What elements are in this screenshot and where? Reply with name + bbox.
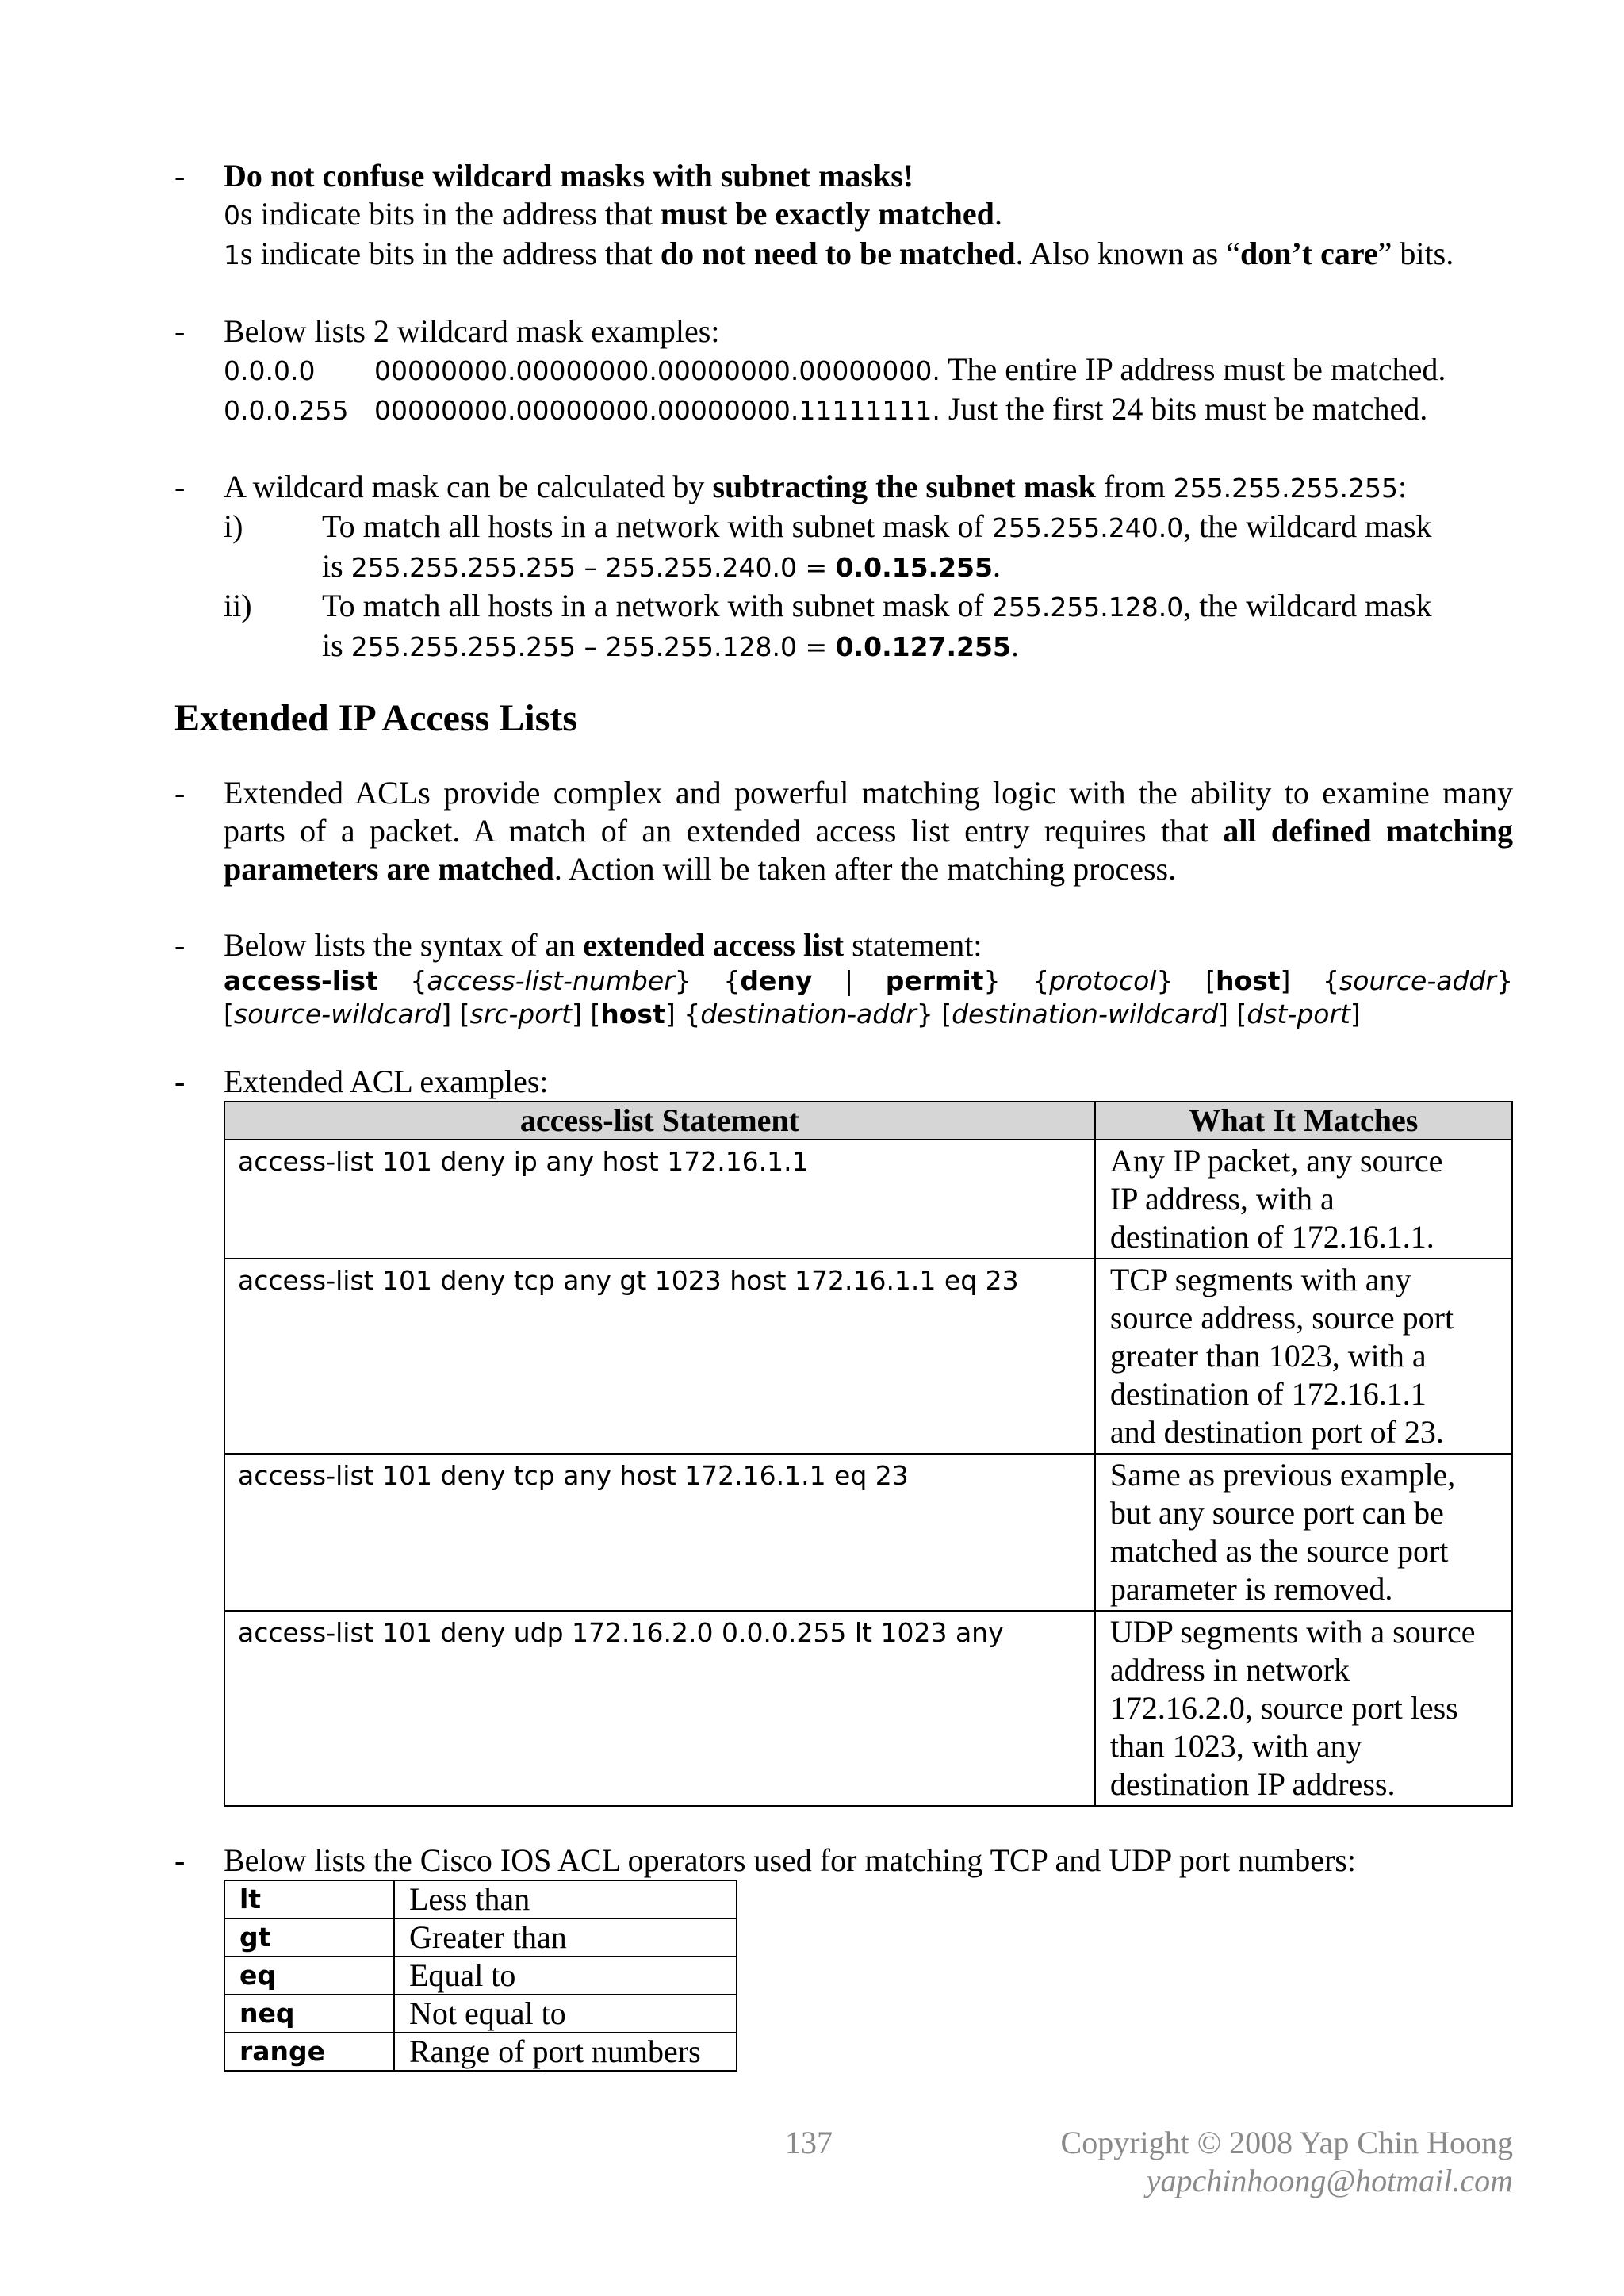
acl-statement: access-list 101 deny ip any host 172.16.1.1	[224, 1140, 1095, 1259]
acl-statement: access-list 101 deny tcp any gt 1023 host 172.16.1.1 eq 23	[224, 1259, 1095, 1454]
acl-examples-table	[224, 1101, 1513, 1807]
acl-examples-intro: Extended ACL examples:	[224, 1064, 549, 1099]
bullet-dash: -	[174, 775, 186, 811]
examples-intro: Below lists 2 wildcard mask examples:	[224, 313, 720, 349]
syntax-line-1: access-list {access-list-number} {deny | permit} {protocol} [host] {source-addr}	[224, 965, 1513, 996]
table-row: range Range of port numbers	[224, 2033, 737, 2071]
column-header: What It Matches	[1095, 1102, 1512, 1140]
table-row: gt Greater than	[224, 1918, 737, 1957]
mask-examples	[174, 312, 1513, 430]
bullet-dash: -	[174, 1842, 186, 1878]
calc-intro: A wildcard mask can be calculated by subtracting the subnet mask from 255.255.255.255:	[224, 469, 1408, 504]
operators-intro: Below lists the Cisco IOS ACL operators used for matching TCP and UDP port numbers:	[224, 1842, 1357, 1878]
ones-line: 1s indicate bits in the address that do not need to be matched. Also known as “don’t care” bits.	[224, 236, 1454, 271]
section-title: Extended IP Access Lists	[174, 697, 578, 739]
acl-operators	[174, 1842, 1513, 2072]
bullet-dash: -	[174, 313, 186, 349]
operators-table	[224, 1880, 737, 2072]
table-row: lt Less than	[224, 1880, 737, 1918]
syntax-line-2: [source-wildcard] [src-port] [host] {destination-addr} [destination-wildcard] [dst-port]	[224, 999, 1361, 1029]
bullet-dash: -	[174, 927, 186, 963]
acl-match-description: Any IP packet, any source IP address, with a destination of 172.16.1.1.	[1095, 1140, 1512, 1259]
acl-match-description: TCP segments with any source address, source port greater than 1023, with a destination of 172.16.1.1 and destination port of 23.	[1095, 1259, 1512, 1454]
acl-match-description: UDP segments with a source address in network 172.16.2.0, source port less than 1023, with any destination IP address.	[1095, 1611, 1512, 1806]
author-email: yapchinhoong@hotmail.com	[1146, 2163, 1513, 2198]
bullet-dash: -	[174, 158, 186, 194]
extended-acl-syntax: - Below lists the syntax of an extended access list statement: access-list {access-list-number} {deny | permit} {protocol} [host] {source-addr} [source-wildcard] [src-port] [host] {destination-addr} [destination-wildcard] [dst-port]	[174, 927, 1513, 1029]
page-content	[174, 157, 1513, 2072]
table-row: neq Not equal to	[224, 1995, 737, 2033]
calc-item: ii) To match all hosts in a network with subnet mask of 255.255.128.0, the wildcard mask is 255.255.255.255 – 255.255.128.0 = 0.0.127.255.	[224, 588, 1432, 663]
zeros-line: 0s indicate bits in the address that must be exactly matched.	[224, 196, 1002, 232]
wildcard-note-heading: Do not confuse wildcard masks with subnet masks!	[224, 158, 914, 194]
example-row: 0.0.0.255 00000000.00000000.00000000.11111111. Just the first 24 bits must be matched.	[224, 391, 1428, 427]
example-row: 0.0.0.0 00000000.00000000.00000000.00000000. The entire IP address must be matched.	[224, 351, 1446, 387]
table-row	[224, 1140, 1512, 1259]
calc-item: i) To match all hosts in a network with subnet mask of 255.255.240.0, the wildcard mask is 255.255.255.255 – 255.255.240.0 = 0.0.15.255.	[224, 508, 1432, 584]
table-row	[224, 1259, 1512, 1454]
acl-match-description: Same as previous example, but any source port can be matched as the source port parameter is removed.	[1095, 1454, 1512, 1611]
column-header: access-list Statement	[224, 1102, 1095, 1140]
copyright: Copyright © 2008 Yap Chin Hoong	[1060, 2125, 1513, 2160]
extended-acl-intro: - Extended ACLs provide complex and powerful matching logic with the ability to examine many parts of a packet. A match of an extended access list entry requires that all defined matching parameters are matched. Action will be taken after the matching process.	[174, 775, 1513, 887]
bullet-dash: -	[174, 1064, 186, 1099]
acl-examples	[174, 1063, 1513, 1807]
table-row: eq Equal to	[224, 1957, 737, 1995]
bullet-dash: -	[174, 469, 186, 504]
table-row	[224, 1611, 1512, 1806]
wildcard-calculation	[174, 468, 1513, 666]
page-number: 137	[785, 2125, 833, 2160]
page-footer	[0, 2124, 1624, 2211]
wildcard-note	[174, 157, 1513, 274]
acl-statement: access-list 101 deny udp 172.16.2.0 0.0.0.255 lt 1023 any	[224, 1611, 1095, 1806]
table-row	[224, 1454, 1512, 1611]
acl-statement: access-list 101 deny tcp any host 172.16.1.1 eq 23	[224, 1454, 1095, 1611]
